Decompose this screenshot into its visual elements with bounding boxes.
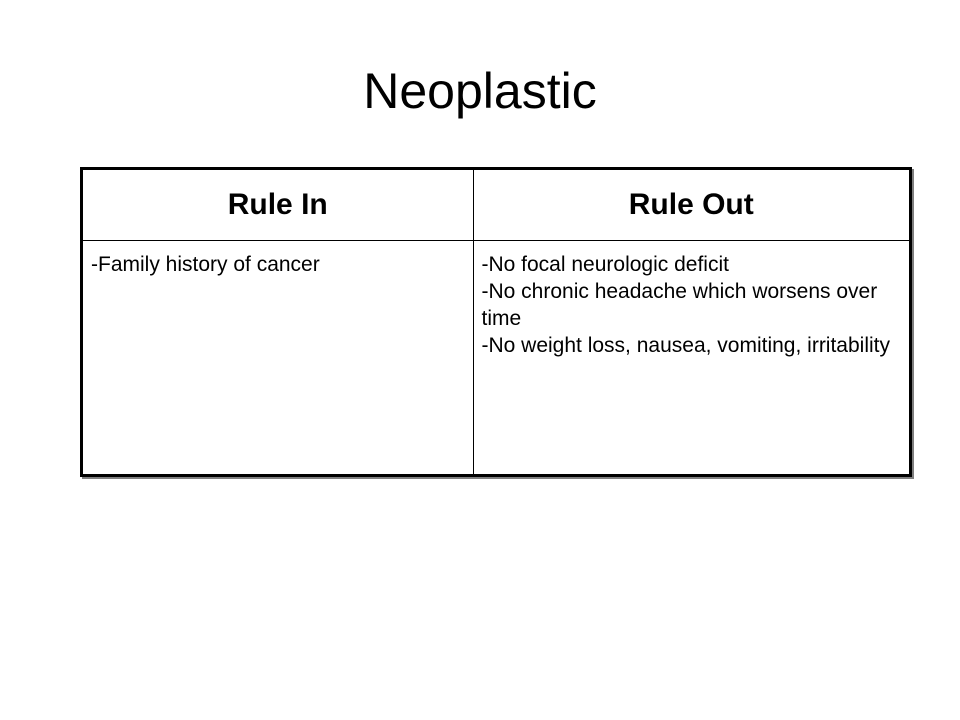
slide-title: Neoplastic <box>363 63 597 119</box>
table-row <box>83 241 909 475</box>
header-rule-out: Rule Out <box>473 170 909 241</box>
cell-rule-out <box>473 241 909 475</box>
rule-table <box>83 170 909 474</box>
rule-table-container <box>80 167 912 477</box>
rule-out-item: -No focal neurologic deficit <box>481 253 729 276</box>
rule-in-item: -Family history of cancer <box>91 253 320 276</box>
rule-out-item: -No chronic headache which worsens over time <box>481 280 878 330</box>
rule-out-item: -No weight loss, nausea, vomiting, irritability <box>481 334 890 357</box>
table-header-row <box>83 170 909 241</box>
header-rule-in: Rule In <box>83 170 473 241</box>
cell-rule-in <box>83 241 473 475</box>
